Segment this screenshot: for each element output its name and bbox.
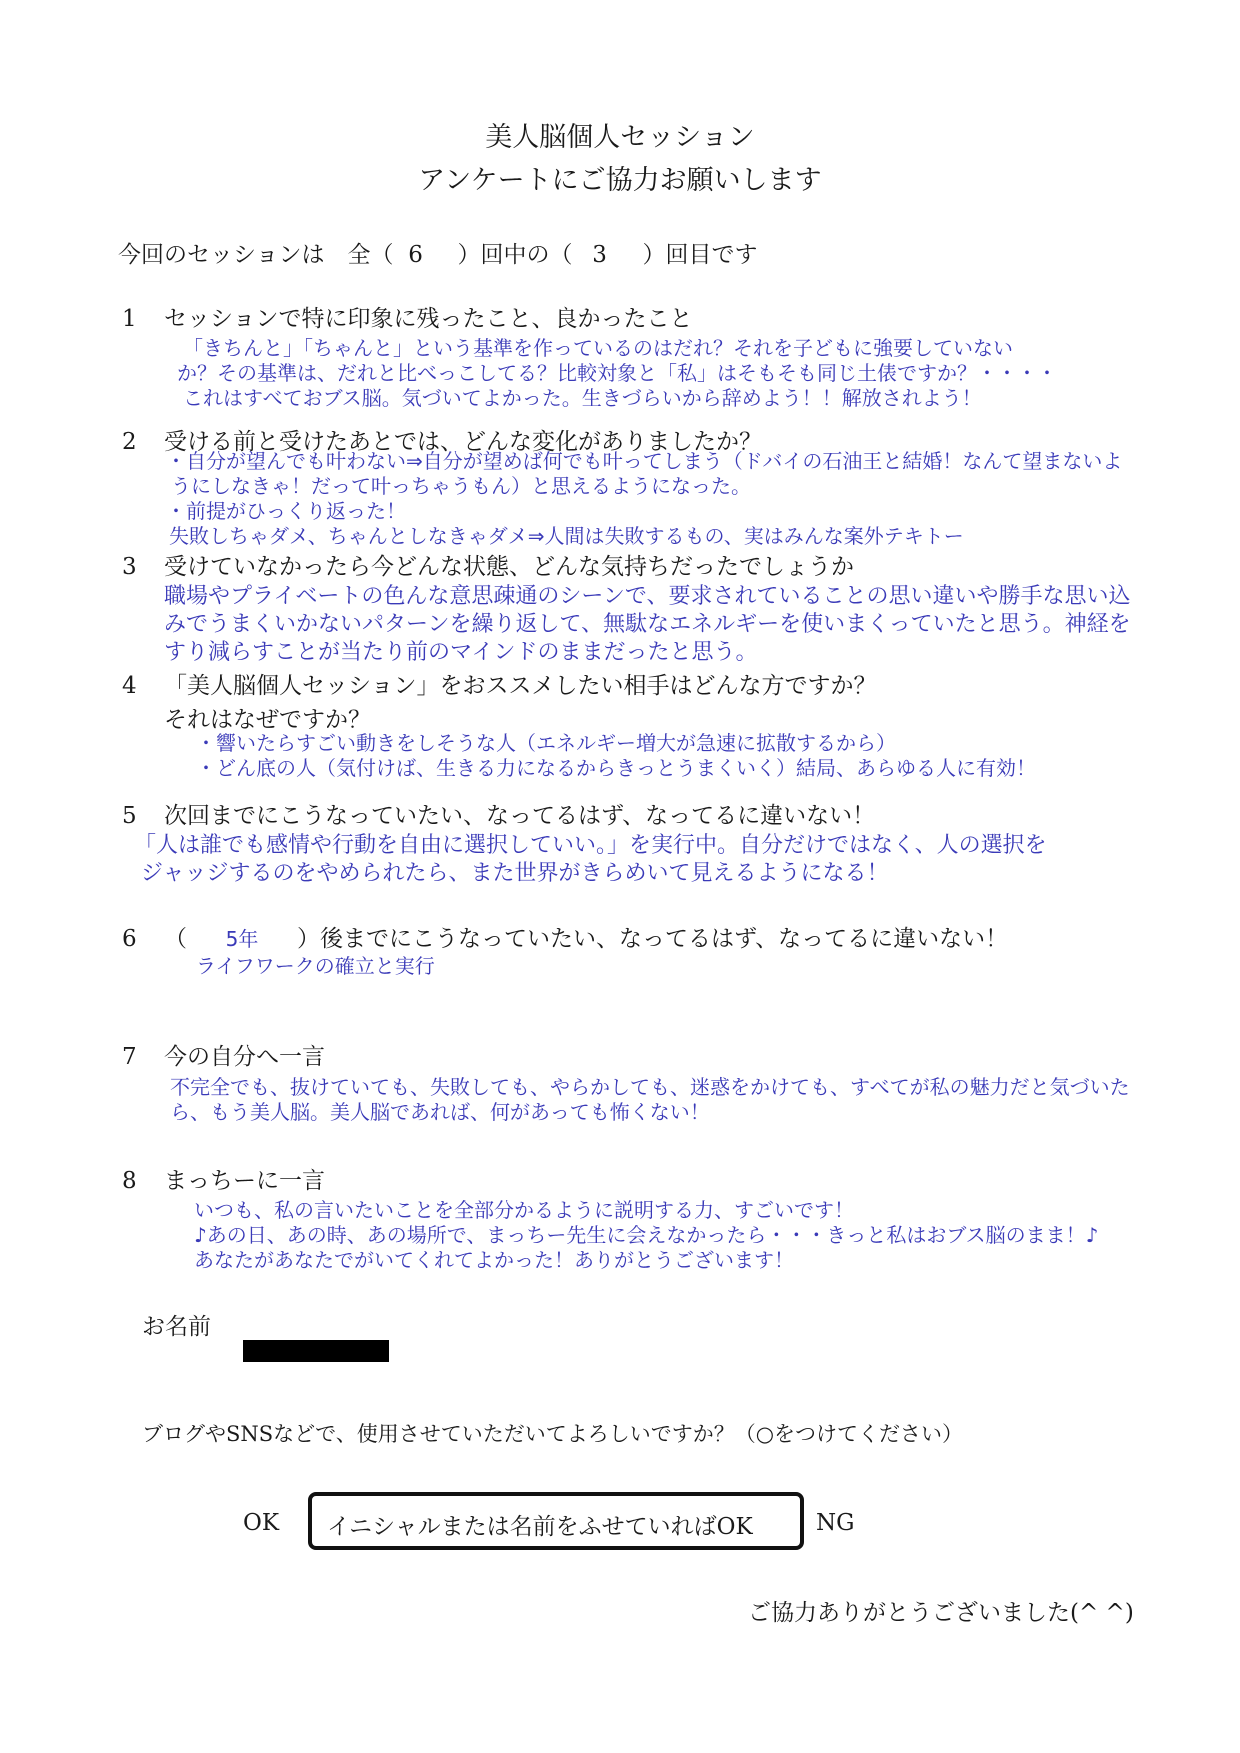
- question-6-period: 5年: [225, 927, 259, 951]
- question-number: 5: [122, 803, 137, 829]
- answer-line: ・自分が望んでも叶わない⇒自分が望めば何でも叶ってしまう（ドバイの石油王と結婚！なんて望まないよ: [166, 449, 1123, 473]
- question-text: 受けていなかったら今どんな状態、どんな気持ちだったでしょうか: [164, 554, 854, 580]
- question-text: ）後までにこうなっていたい、なってるはず、なってるに違いない！: [297, 926, 1009, 952]
- selected-option-text: イニシャルまたは名前をふせていればOK: [327, 1514, 753, 1540]
- question-number: 8: [122, 1168, 137, 1194]
- answer-line: 職場やプライベートの色んな意思疎通のシーンで、要求されていることの思い違いや勝手な思い込: [164, 584, 1131, 609]
- question-text: 今の自分へ一言: [164, 1044, 325, 1070]
- question-number: 7: [122, 1044, 137, 1070]
- question-6: [122, 920, 1008, 953]
- answer-line: すり減らすことが当たり前のマインドのままだったと思う。: [164, 640, 758, 665]
- question-text: 「美人脳個人セッション」をおススメしたい相手はどんな方ですか？: [164, 673, 877, 699]
- answer-line: ・前提がひっくり返った！: [166, 499, 406, 523]
- question-5: [122, 797, 875, 830]
- answer-line: うにしなきゃ！だって叶っちゃうもん）と思えるようになった。: [171, 474, 751, 498]
- question-number: 4: [122, 673, 137, 699]
- ok-option[interactable]: OK: [243, 1510, 280, 1536]
- question-text: セッションで特に印象に残ったこと、良かったこと: [164, 306, 693, 332]
- question-1: [122, 300, 693, 333]
- answer-line: あなたがあなたでがいてくれてよかった！ありがとうございます！: [194, 1248, 794, 1272]
- answer-6: [196, 954, 435, 979]
- answer-line: ・どん底の人（気付けば、生きる力になるからきっとうまくいく）結局、あらゆる人に有効！: [196, 756, 1036, 780]
- answer-line: 不完全でも、抜けていても、失敗しても、やらかしても、迷惑をかけても、すべてが私の魅力だと気づいた: [170, 1075, 1130, 1099]
- answer-line: 失敗しちゃダメ、ちゃんとしなきゃダメ⇒人間は失敗するもの、実はみんな案外テキトー: [169, 524, 964, 548]
- session-middle: ）回中の（: [457, 242, 573, 268]
- answer-line: か？その基準は、だれと比べっこしてる？比較対象と「私」はそもそも同じ土俵ですか？・・・・: [177, 361, 1057, 385]
- form-title: 美人脳個人セッション: [485, 122, 755, 153]
- question-text: 次回までにこうなっていたい、なってるはず、なってるに違いない！: [164, 803, 876, 829]
- answer-line: ♪あの日、あの時、あの場所で、まっちー先生に会えなかったら・・・きっと私はおブス脳のまま！♪: [194, 1223, 1099, 1247]
- name-label: お名前: [142, 1314, 211, 1340]
- answer-line: みでうまくいかないパターンを繰り返して、無駄なエネルギーを使いまくっていたと思う。神経を: [164, 612, 1131, 637]
- answer-8: [194, 1198, 1098, 1273]
- question-4-subtext: それはなぜですか？: [164, 707, 371, 733]
- question-4: [122, 667, 877, 700]
- question-number: 2: [122, 429, 137, 455]
- redacted-name: [243, 1340, 389, 1362]
- question-number: 6: [122, 926, 137, 952]
- session-suffix: ）回目です: [642, 242, 758, 268]
- answer-line: ジャッジするのをやめられたら、また世界がきらめいて見えるようになる！: [141, 861, 889, 886]
- question-8: [122, 1162, 325, 1195]
- form-subtitle: アンケートにご協力お願いします: [418, 165, 822, 196]
- closing-message: ご協力ありがとうございました(^ ^): [748, 1600, 1134, 1626]
- question-3: [122, 548, 854, 581]
- selected-option-circle[interactable]: [308, 1492, 804, 1550]
- answer-4: [196, 731, 1036, 781]
- answer-3: [164, 583, 1131, 667]
- answer-1: [177, 336, 1057, 411]
- answer-line: これはすべておブス脳。気づいてよかった。生きづらいから辞めよう！！解放されよう！: [183, 386, 982, 410]
- permission-question: ブログやSNSなどで、使用させていただいてよろしいですか？（○をつけてください）: [142, 1422, 964, 1446]
- question-open-paren: （: [164, 926, 187, 952]
- session-current: 3: [592, 242, 607, 268]
- answer-2: [166, 449, 1122, 549]
- ng-option[interactable]: NG: [816, 1510, 855, 1536]
- answer-line: ・響いたらすごい動きをしそうな人（エネルギー増大が急速に拡散するから）: [196, 731, 896, 755]
- answer-line: ライフワークの確立と実行: [196, 954, 435, 978]
- question-number: 1: [122, 306, 137, 332]
- session-total: 6: [408, 242, 423, 268]
- question-number: 3: [122, 554, 137, 580]
- question-7: [122, 1038, 325, 1071]
- answer-line: いつも、私の言いたいことを全部分かるように説明する力、すごいです！: [194, 1198, 854, 1222]
- answer-line: ら、もう美人脳。美人脳であれば、何があっても怖くない！: [170, 1100, 710, 1124]
- answer-7: [170, 1075, 1130, 1125]
- question-text: 受ける前と受けたあとでは、どんな変化がありましたか？: [164, 429, 762, 455]
- session-count-line: [118, 236, 758, 269]
- answer-line: 「きちんと」「ちゃんと」という基準を作っているのはだれ？それを子どもに強要していない: [183, 336, 1013, 360]
- answer-line: 「人は誰でも感情や行動を自由に選択していい。」を実行中。自分だけではなく、人の選択を: [134, 833, 1047, 858]
- question-text: まっちーに一言: [164, 1168, 325, 1194]
- session-prefix: 今回のセッションは 全（: [118, 242, 394, 268]
- answer-5: [134, 832, 1047, 888]
